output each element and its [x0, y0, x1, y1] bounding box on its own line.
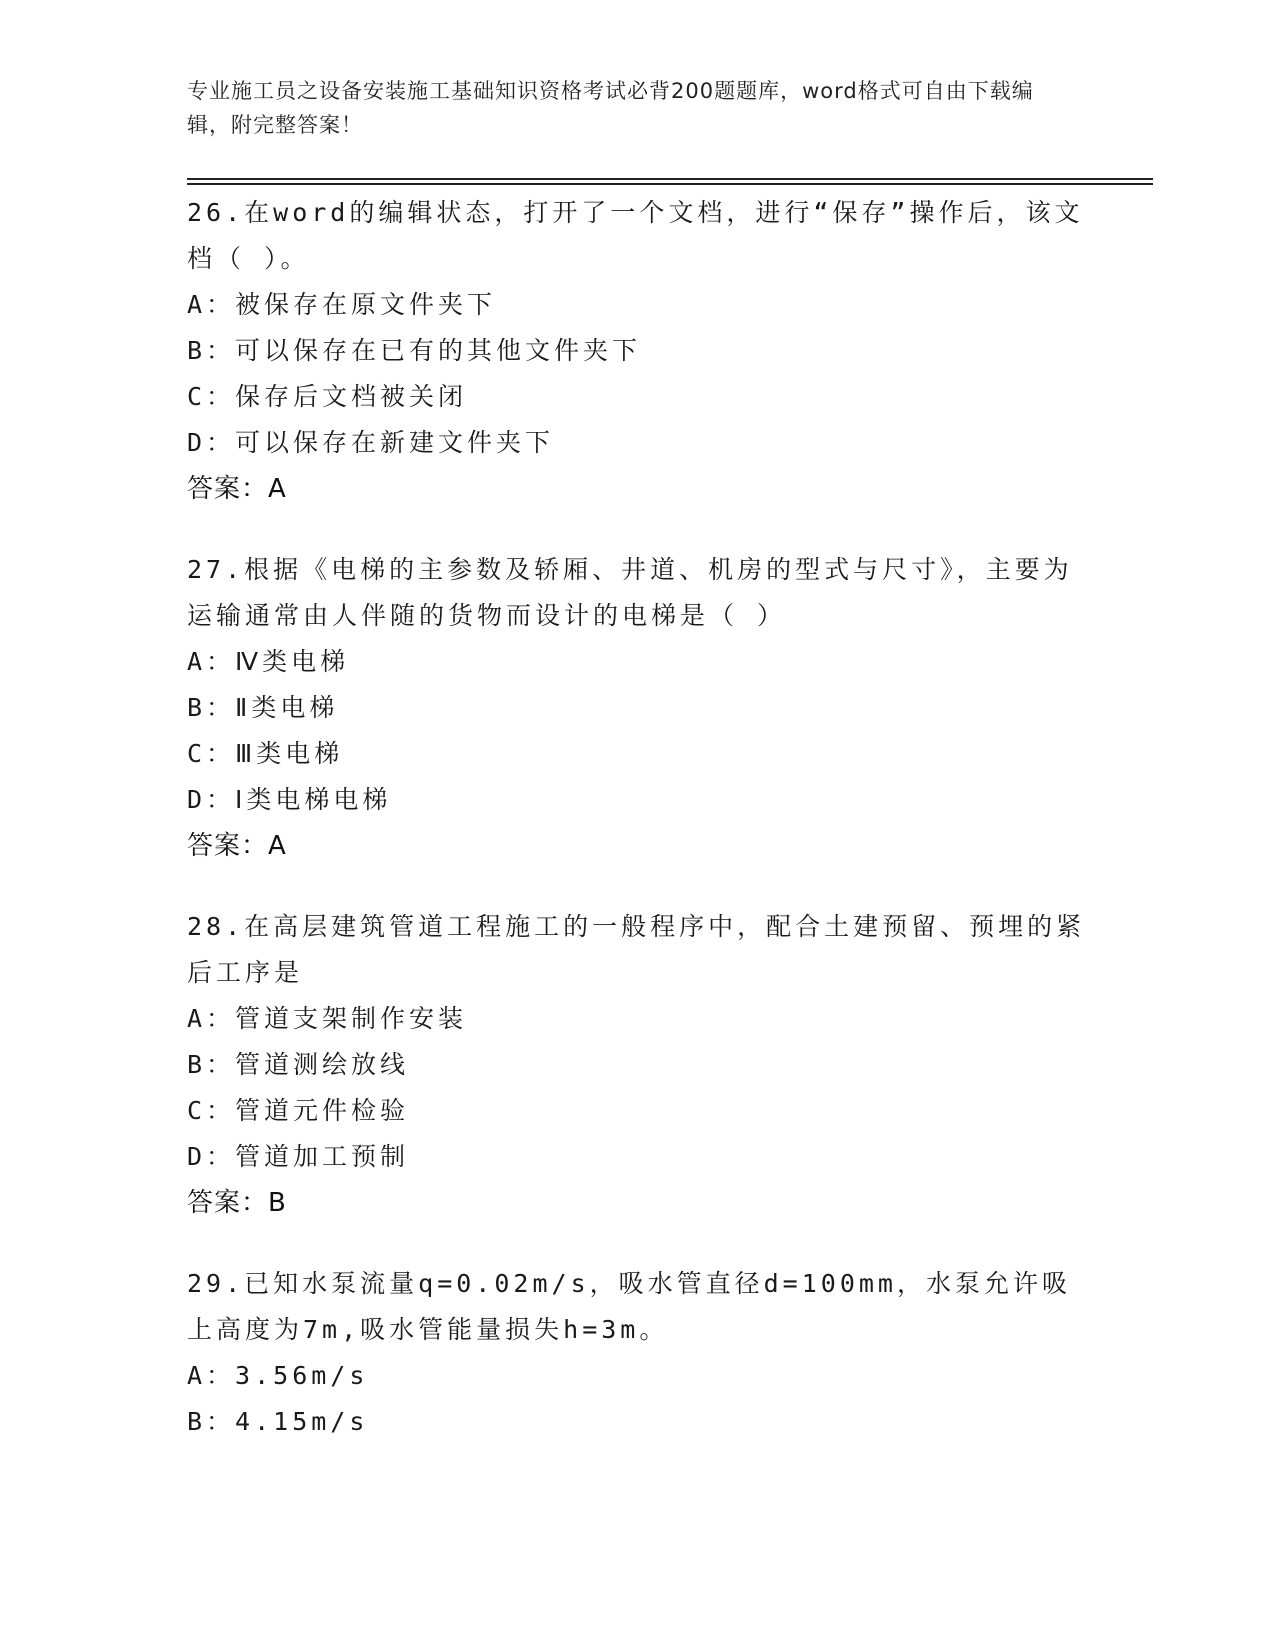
question-stem: 29.已知水泵流量q=0.02m/s，吸水管直径d=100mm，水泵允许吸上高度为7m,吸水管能量损失h=3m。: [187, 1269, 1071, 1344]
option-c: C：保存后文档被关闭: [187, 382, 468, 411]
question-stem: 27.根据《电梯的主参数及轿厢、井道、机房的型式与尺寸》，主要为运输通常由人伴随的货物而设计的电梯是（ ）: [187, 555, 1073, 630]
option-d: D：管道加工预制: [187, 1142, 410, 1171]
question-28: [187, 904, 1087, 1226]
option-b: B：4.15m/s: [187, 1407, 369, 1436]
question-stem: 26.在word的编辑状态，打开了一个文档，进行“保存”操作后，该文档（ ）。: [187, 198, 1084, 273]
option-b: B：Ⅱ类电梯: [187, 693, 339, 722]
answer: 答案：B: [187, 1188, 287, 1218]
option-c: C：Ⅲ类电梯: [187, 739, 344, 768]
answer: 答案：A: [187, 831, 287, 861]
header-divider-bottom: [187, 183, 1153, 185]
option-b: B：管道测绘放线: [187, 1050, 410, 1079]
question-stem: 28.在高层建筑管道工程施工的一般程序中，配合土建预留、预埋的紧后工序是: [187, 912, 1086, 987]
option-a: A：Ⅳ类电梯: [187, 647, 350, 676]
option-d: D：可以保存在新建文件夹下: [187, 428, 555, 457]
option-a: A：被保存在原文件夹下: [187, 290, 497, 319]
answer: 答案：A: [187, 474, 287, 504]
option-a: A：管道支架制作安装: [187, 1004, 468, 1033]
document-header: 专业施工员之设备安装施工基础知识资格考试必背200题题库，word格式可自由下载编辑，附完整答案！: [187, 79, 1034, 137]
option-a: A：3.56m/s: [187, 1361, 369, 1390]
option-c: C：管道元件检验: [187, 1096, 410, 1125]
question-list: [187, 190, 1087, 1480]
question-29: [187, 1261, 1087, 1445]
header-divider-top: [187, 178, 1153, 180]
question-26: [187, 190, 1087, 512]
option-b: B：可以保存在已有的其他文件夹下: [187, 336, 642, 365]
question-27: [187, 547, 1087, 869]
option-d: D：Ⅰ类电梯电梯: [187, 785, 392, 814]
